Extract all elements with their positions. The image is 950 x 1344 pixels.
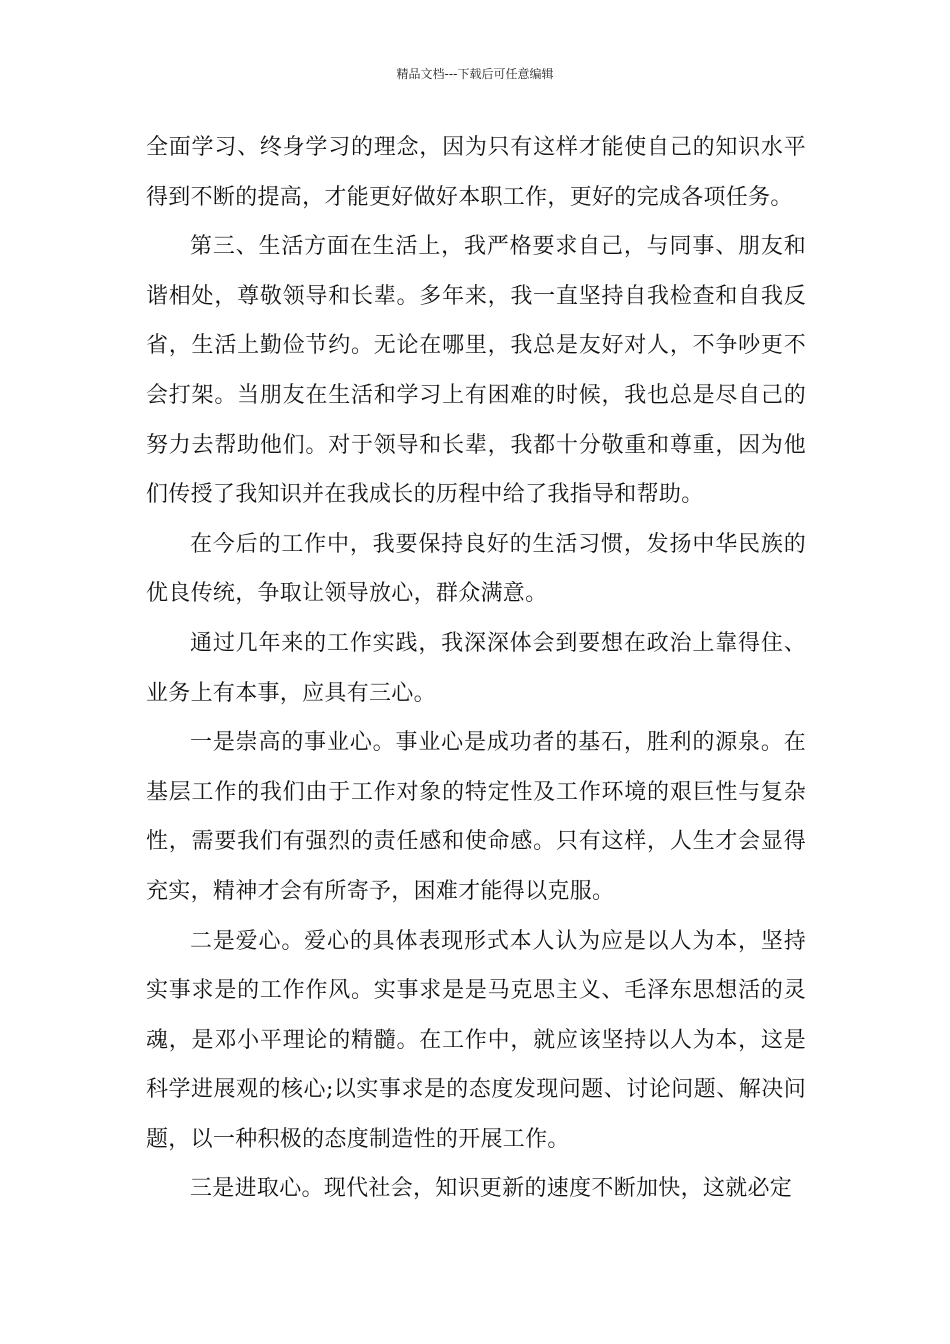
- paragraph-1: 全面学习、终身学习的理念，因为只有这样才能使自己的知识水平得到不断的提高，才能更好做好本职工作，更好的完成各项任务。: [146, 135, 806, 210]
- document-body: [146, 123, 806, 1214]
- paragraph-3: 在今后的工作中，我要保持良好的生活习惯，发扬中华民族的优良传统，争取让领导放心，群众满意。: [146, 531, 806, 607]
- paragraph-2: 第三、生活方面在生活上，我严格要求自己，与同事、朋友和谐相处，尊敬领导和长辈。多年来，我一直坚持自我检查和自我反省，生活上勤俭节约。无论在哪里，我总是友好对人，不争吵更不会打架。当朋友在生活和学习上有困难的时候，我也总是尽自己的努力去帮助他们。对于领导和长辈，我都十分敬重和尊重，因为他们传授了我知识并在我成长的历程中给了我指导和帮助。: [146, 234, 806, 508]
- paragraph-6: 二是爱心。爱心的具体表现形式本人认为应是以人为本，坚持实事求是的工作作风。实事求是是马克思主义、毛泽东思想活的灵魂，是邓小平理论的精髓。在工作中，就应该坚持以人为本，这是科学进展观的核心;以实事求是的态度发现问题、讨论问题、解决问题，以一种积极的态度制造性的开展工作。: [146, 928, 806, 1152]
- paragraph-5: 一是崇高的事业心。事业心是成功者的基石，胜利的源泉。在基层工作的我们由于工作对象的特定性及工作环境的艰巨性与复杂性，需要我们有强烈的责任感和使命感。只有这样，人生才会显得充实，精神才会有所寄予，困难才能得以克服。: [146, 730, 806, 904]
- page-header: 精品文档---下载后可任意编辑: [396, 67, 554, 81]
- paragraph-7: 三是进取心。现代社会，知识更新的速度不断加快，这就必定: [190, 1176, 793, 1202]
- paragraph-4: 通过几年来的工作实践，我深深体会到要想在政治上靠得住、业务上有本事，应具有三心。: [146, 630, 806, 706]
